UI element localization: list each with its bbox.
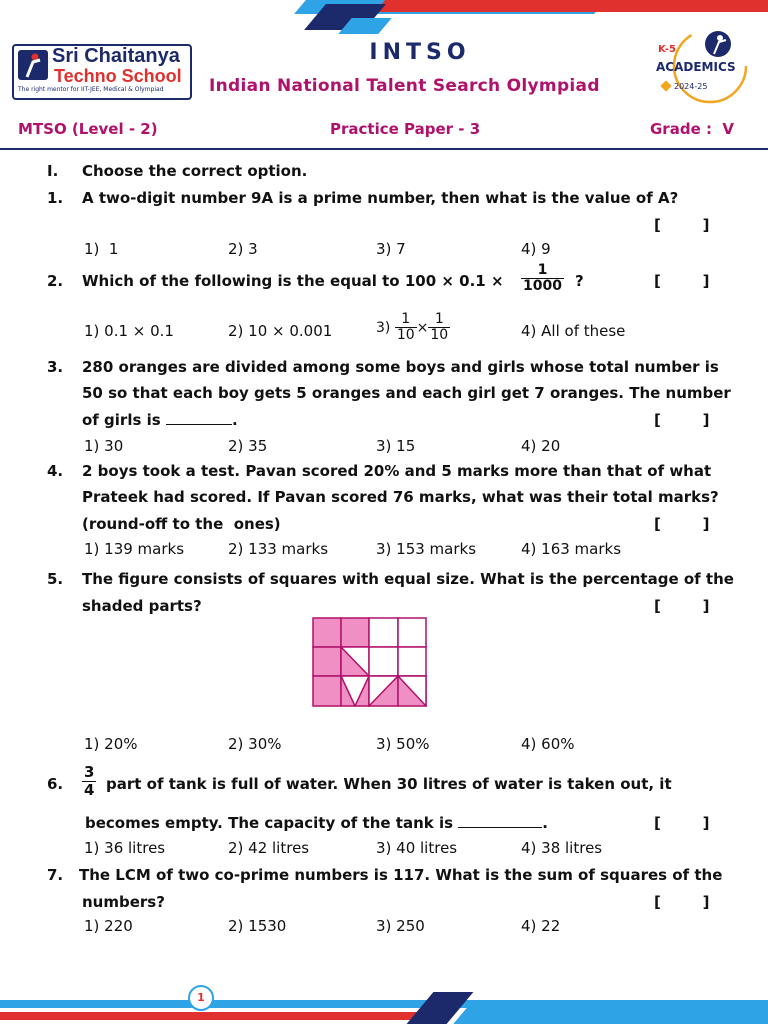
q3-option-1: 1) 30 [84,437,124,455]
q4-line-2: Prateek had scored. If Pavan scored 76 marks, what was their total marks? [82,488,719,506]
q2-option-3-label: 3) [376,319,391,336]
section-title: Choose the correct option. [82,162,308,180]
q5-line-1: The figure consists of squares with equal size. What is the percentage of the [82,570,734,588]
q4-option-4: 4) 163 marks [521,540,622,558]
q1-option-4: 4) 9 [521,240,551,258]
logo-line2: Techno School [54,66,182,86]
q2-opt3-frac2-den: 10 [430,327,449,344]
q2-fraction [521,263,564,295]
q2-option-3 [376,312,450,344]
q2-option-4: 4) All of these [521,322,626,340]
q6-frac-numerator: 3 [84,763,95,781]
q6-line-2-text: becomes empty. The capacity of the tank is [85,814,454,832]
q4-option-1: 1) 139 marks [84,540,185,558]
q2-opt3-frac1-den: 10 [396,327,415,344]
q3-line-2: 50 so that each boy gets 5 oranges and each girl get 7 oranges. The number [82,384,731,402]
q1-option-1: 1) 1 [84,240,119,258]
q3-option-2: 2) 35 [228,437,268,455]
q2-text: Which of the following is the equal to 100 × 0.1 × [82,272,504,290]
q7-option-4: 4) 22 [521,917,561,935]
logo-tagline: The right mentor for IIT-JEE, Medical & Olympiad [18,86,164,93]
q2-frac-numerator: 1 [521,263,564,279]
q7-answer-bracket: [ ] [654,893,710,911]
q3-line-3 [82,411,238,429]
footer-stripe-red [0,1012,440,1020]
q4-line-1: 2 boys took a test. Pavan scored 20% and 5 marks more than that of what [82,462,712,480]
q7-option-1: 1) 220 [84,917,133,935]
q1-answer-bracket: [ ] [654,216,710,234]
q3-period: . [231,411,238,429]
q4-option-2: 2) 133 marks [228,540,329,558]
q5-cell-r3c1 [313,676,341,706]
logo-line1: Sri Chaitanya [52,45,180,67]
badge-main: ACADEMICS [656,60,736,74]
q5-number: 5. [47,570,64,588]
q6-option-1: 1) 36 litres [84,839,166,857]
q5-cell-r1c1 [313,618,341,647]
q3-answer-blank [166,424,232,425]
q6-option-3: 3) 40 litres [376,839,458,857]
q3-option-4: 4) 20 [521,437,561,455]
q1-option-3: 3) 7 [376,240,406,258]
q3-number: 3. [47,358,64,376]
q1-text: A two-digit number 9A is a prime number, then what is the value of A? [82,189,679,207]
q2-number: 2. [47,272,64,290]
grade-label: Grade : V [650,120,735,138]
q3-answer-bracket: [ ] [654,411,710,429]
q3-line-1: 280 oranges are divided among some boys and girls whose total number is [82,358,719,376]
q6-answer-blank [458,827,542,828]
q4-answer-bracket: [ ] [654,515,710,533]
q6-answer-bracket: [ ] [654,814,710,832]
q2-tail: ? [575,272,584,290]
q5-cell-r2c3 [369,647,398,676]
q5-answer-bracket: [ ] [654,597,710,615]
q2-option-2: 2) 10 × 0.001 [228,322,333,340]
q1-option-2: 2) 3 [228,240,258,258]
q7-line-2: numbers? [82,893,165,911]
q2-opt3-frac1-num: 1 [395,312,417,328]
q4-line-3: (round-off to the ones) [82,515,281,533]
q5-option-1: 1) 20% [84,735,138,753]
q7-number: 7. [47,866,64,884]
q5-cell-r2c4 [398,647,426,676]
q2-frac-denominator: 1000 [523,278,562,295]
q5-option-3: 3) 50% [376,735,430,753]
q6-fraction [82,764,96,798]
footer-stripe-blue2 [453,1008,768,1024]
q6-number: 6. [47,775,64,793]
badge-year: 2024-25 [674,82,708,91]
q6-line-1: part of tank is full of water. When 30 litres of water is taken out, it [106,775,672,793]
header-divider [0,148,768,150]
page-number-badge [188,985,214,1011]
exam-subtitle: Indian National Talent Search Olympiad [209,76,600,96]
footer-stripe-blue [0,1000,768,1008]
q6-frac-denominator: 4 [84,780,95,799]
exam-title: INTSO [369,40,471,65]
q6-period: . [542,814,548,832]
badge-top: K-5 [658,44,676,55]
q7-line-1: The LCM of two co-prime numbers is 117. What is the sum of squares of the [79,866,723,884]
page-number: 1 [197,991,205,1004]
q6-option-4: 4) 38 litres [521,839,603,857]
top-stripe-red [375,0,768,12]
q5-option-2: 2) 30% [228,735,282,753]
q1-number: 1. [47,189,64,207]
q5-cell-r2c1 [313,647,341,676]
q5-line-2: shaded parts? [82,597,202,615]
q2-opt3-times: × [416,319,429,336]
q2-answer-bracket: [ ] [654,272,710,290]
q4-number: 4. [47,462,64,480]
q5-shaded-squares-figure [312,617,428,707]
q7-option-2: 2) 1530 [228,917,287,935]
q2-option-1: 1) 0.1 × 0.1 [84,322,174,340]
q3-option-3: 3) 15 [376,437,416,455]
q6-line-2 [85,814,548,832]
paper-label: Practice Paper - 3 [330,120,481,138]
q5-cell-r1c3 [369,618,398,647]
section-number: I. [47,162,59,180]
q2-opt3-frac2-num: 1 [428,312,450,328]
level-label: MTSO (Level - 2) [18,120,158,138]
q3-line-3-text: of girls is [82,411,161,429]
q4-option-3: 3) 153 marks [376,540,477,558]
q7-option-3: 3) 250 [376,917,425,935]
q6-option-2: 2) 42 litres [228,839,310,857]
q5-cell-r1c4 [398,618,426,647]
q5-cell-r1c2 [341,618,369,647]
academics-badge [650,24,752,106]
q5-option-4: 4) 60% [521,735,575,753]
